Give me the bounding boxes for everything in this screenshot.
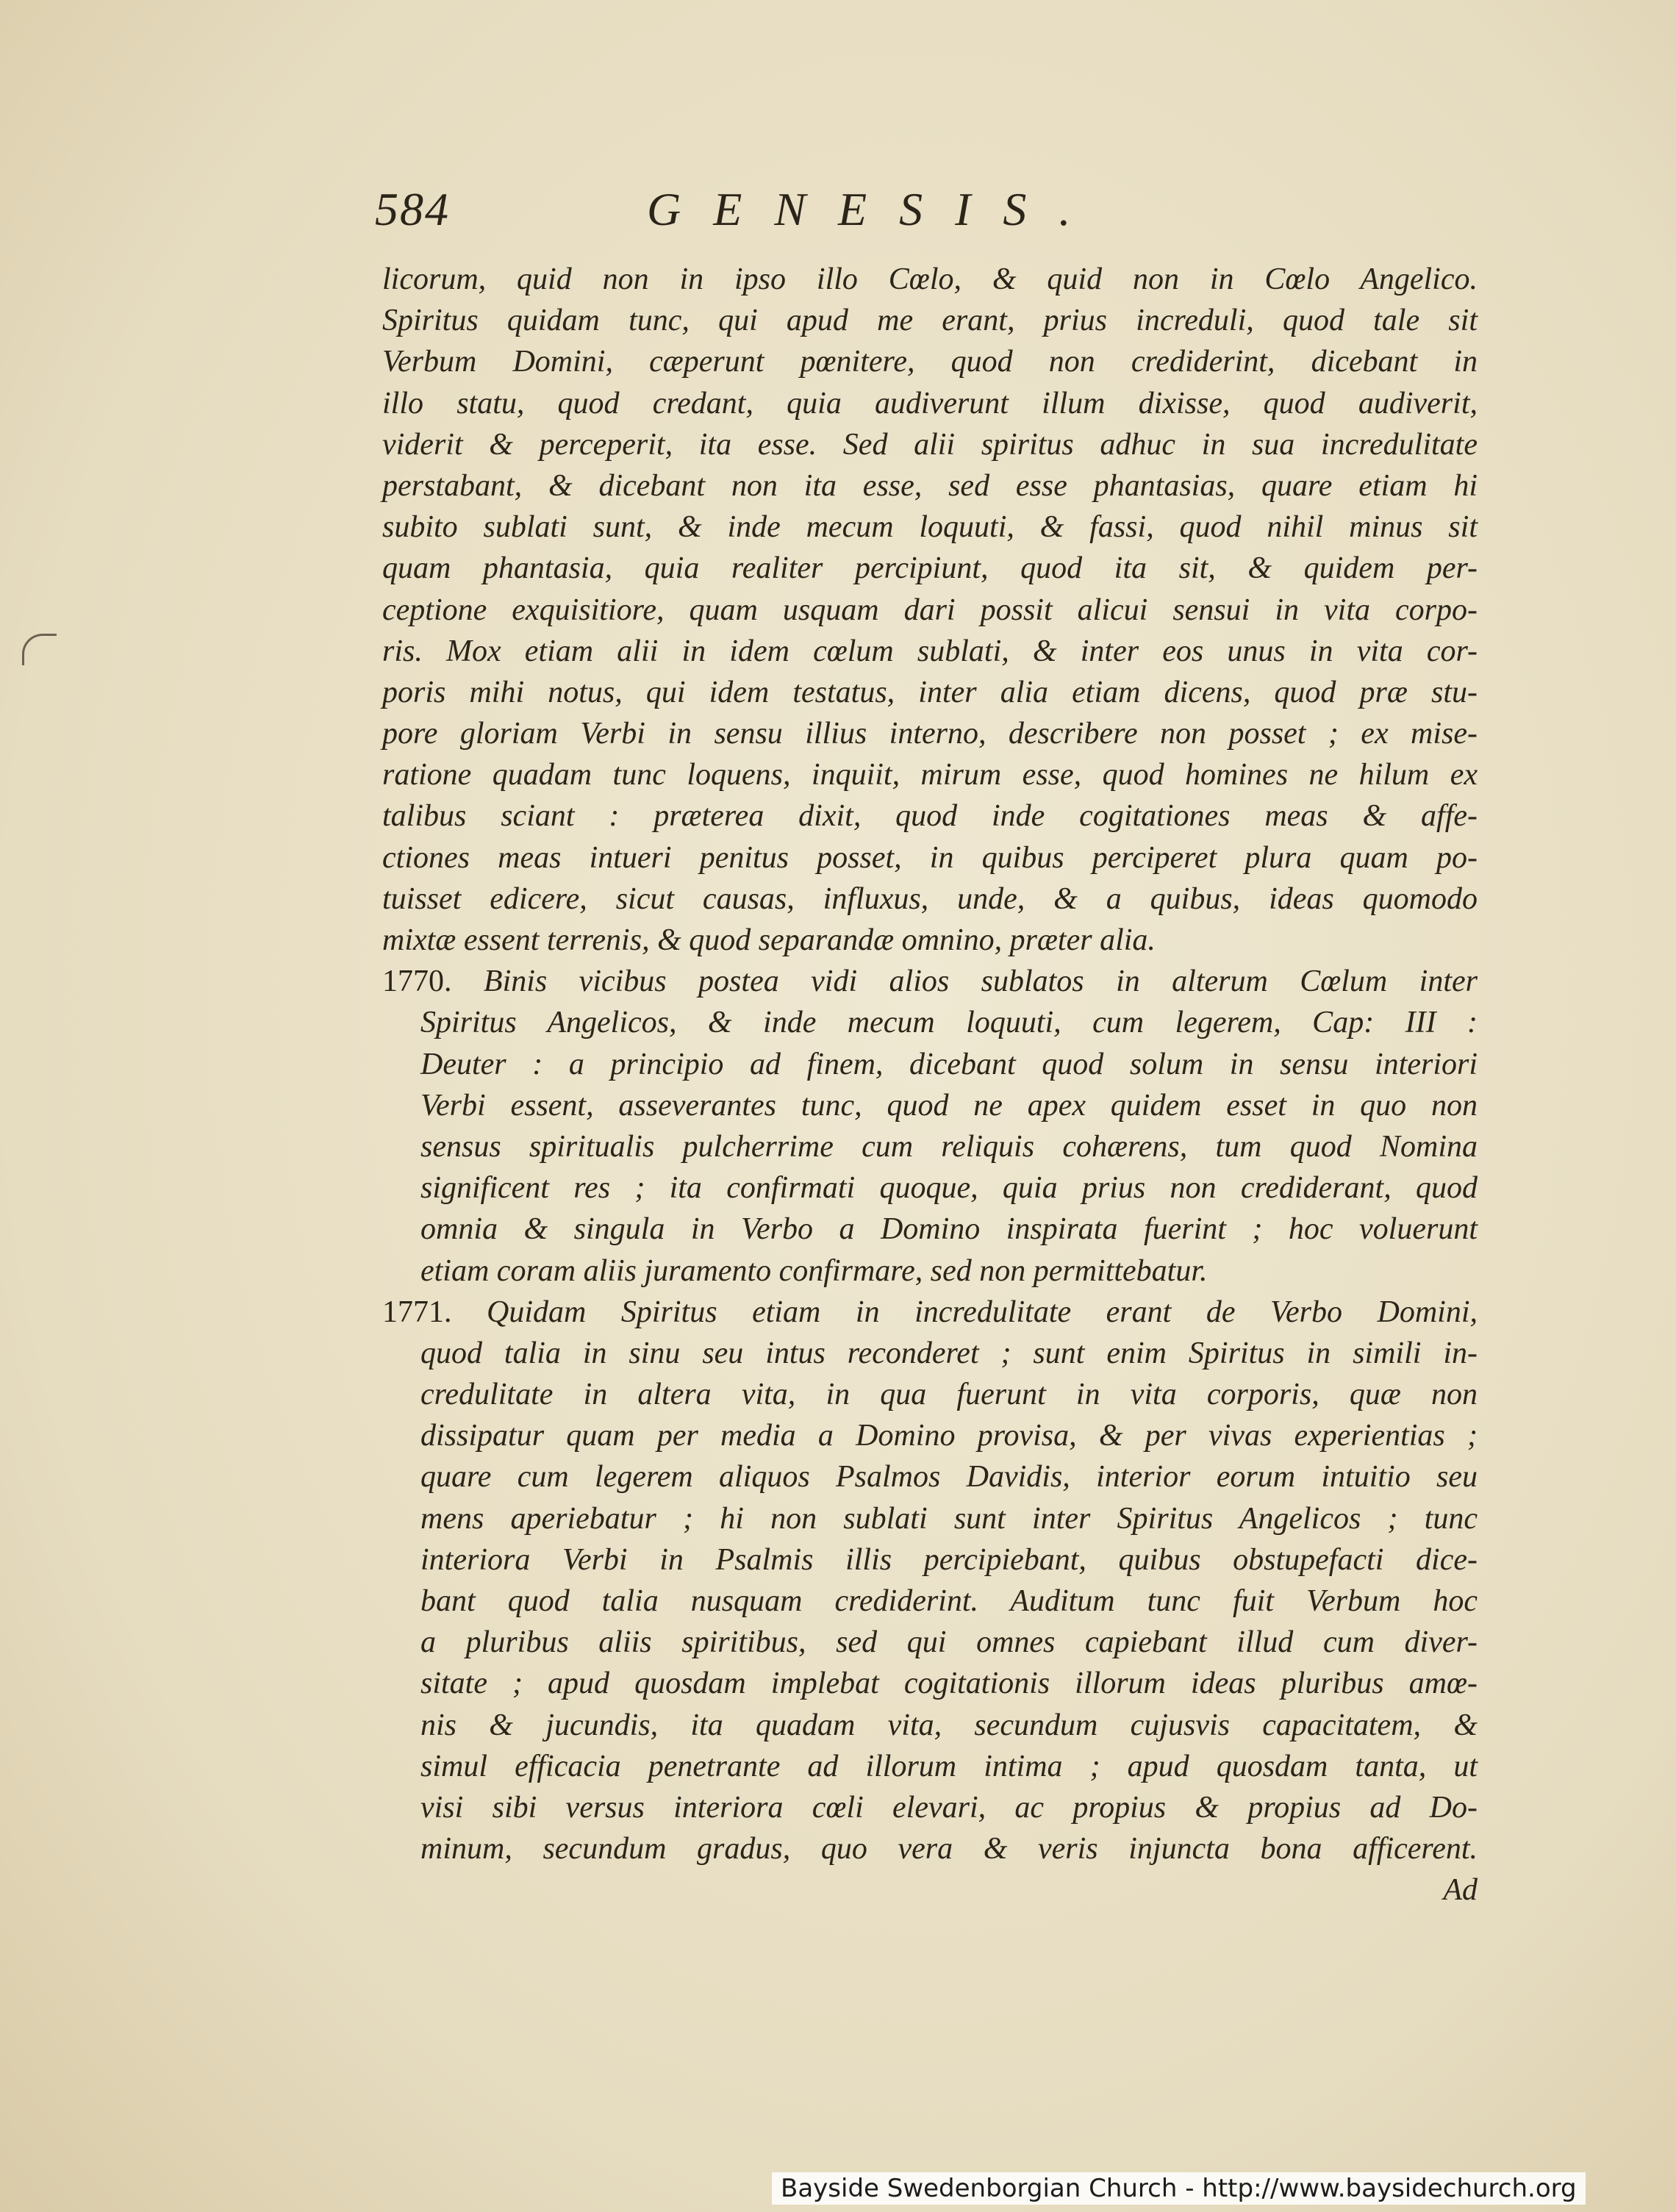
line-text: visi sibi versus interiora cœli elevari, ac propius & propius ad Do- [420,1790,1478,1825]
text-line [382,1746,1478,1787]
line-text: dissipatur quam per media a Domino provisa, & per vivas experientias ; [420,1419,1478,1453]
text-line [382,383,1478,424]
text-line [382,1085,1478,1126]
line-text: a pluribus aliis spiritibus, sed qui omnes capiebant illud cum diver- [420,1625,1478,1660]
text-line [382,1126,1478,1167]
text-line [382,961,1478,1002]
text-line [382,424,1478,465]
text-line [382,837,1478,878]
paragraph-number: 1771. [382,1295,452,1329]
text-line [382,1292,1478,1333]
line-text: interiora Verbi in Psalmis illis percipiebant, quibus obstupefacti dice- [420,1542,1478,1577]
line-text: ctiones meas intueri penitus posset, in quibus perciperet plura quam po- [382,840,1478,875]
line-text: credulitate in altera vita, in qua fuerunt in vita corporis, quæ non [420,1378,1478,1412]
line-text: talibus sciant : præterea dixit, quod inde cogitationes meas & affe- [382,799,1478,834]
text-line [382,1622,1478,1663]
line-text: Verbum Domini, cæperunt pœnitere, quod non crediderint, dicebant in [382,345,1478,379]
line-text: Spiritus quidam tunc, qui apud me erant, prius increduli, quod tale sit [382,304,1478,338]
line-text: simul efficacia penetrante ad illorum intima ; apud quosdam tanta, ut [420,1749,1478,1783]
line-text: Quidam Spiritus etiam in incredulitate erant de Verbo Domini, [451,1295,1478,1329]
line-text: ratione quadam tunc loquens, inquiit, mirum esse, quod homines ne hilum ex [382,758,1478,792]
text-line [382,1828,1478,1869]
line-text: mixtæ essent terrenis, & quod separandæ omnino, præter alia. [382,923,1156,957]
text-line [382,795,1478,837]
line-text: significent res ; ita confirmati quoque, quia prius non crediderant, quod [420,1171,1478,1206]
line-text: tuisset edicere, sicut causas, influxus, unde, & a quibus, ideas quomodo [382,881,1478,916]
text-line [382,300,1478,341]
text-line [382,259,1478,300]
text-line [382,1167,1478,1209]
paragraph-number: 1770. [382,964,452,999]
page-header [375,182,1478,241]
line-text: subito sublati sunt, & inde mecum loquuti, & fassi, quod nihil minus sit [382,510,1478,545]
line-text: perstabant, & dicebant non ita esse, sed esse phantasias, quare etiam hi [382,468,1478,503]
line-text: licorum, quid non in ipso illo Cœlo, & quid non in Cœlo Angelico. [382,262,1478,296]
body-text [382,259,1478,1911]
text-line [382,1498,1478,1539]
text-line [382,631,1478,672]
line-text: omnia & singula in Verbo a Domino inspirata fuerint ; hoc voluerunt [420,1212,1478,1247]
text-line [382,1456,1478,1497]
text-line [382,713,1478,754]
text-line [382,1539,1478,1581]
text-line [382,1581,1478,1622]
text-line [382,672,1478,713]
line-text: quam phantasia, quia realiter percipiunt, quod ita sit, & quidem per- [382,551,1478,586]
line-text: Verbi essent, asseverantes tunc, quod ne apex quidem esset in quo non [420,1088,1478,1123]
catchword: Ad [1443,1873,1478,1908]
line-text: ris. Mox etiam alii in idem cœlum sublati, & inter eos unus in vita cor- [382,634,1478,668]
margin-mark [22,634,57,665]
line-text: quod talia in sinu seu intus reconderet ; sunt enim Spiritus in simili in- [420,1336,1478,1370]
text-line [382,1374,1478,1415]
text-line [382,1415,1478,1456]
line-text: Deuter : a principio ad finem, dicebant quod solum in sensu interiori [420,1047,1478,1081]
text-line [382,754,1478,795]
line-text: sitate ; apud quosdam implebat cogitationis illorum ideas pluribus amœ- [420,1667,1478,1701]
line-text: sensus spiritualis pulcherrime cum reliquis cohærens, tum quod Nomina [420,1129,1478,1164]
text-line [382,1002,1478,1043]
text-line [382,465,1478,507]
text-line [382,1250,1478,1292]
text-line [382,1663,1478,1704]
line-text: mens aperiebatur ; hi non sublati sunt inter Spiritus Angelicos ; tunc [420,1501,1478,1536]
watermark: Bayside Swedenborgian Church - http://www.baysidechurch.org [772,2172,1586,2205]
line-text: Binis vicibus postea vidi alios sublatos in alterum Cœlum inter [451,964,1478,999]
line-text: poris mihi notus, qui idem testatus, inter alia etiam dicens, quod præ stu- [382,675,1478,709]
text-line [382,1705,1478,1746]
running-title: GENESIS. [647,183,1103,235]
line-text: illo statu, quod credant, quia audiverunt illum dixisse, quod audiverit, [382,386,1478,420]
page-number: 584 [375,183,450,235]
text-line [382,341,1478,382]
line-text: quare cum legerem aliquos Psalmos Davidis, interior eorum intuitio seu [420,1460,1478,1495]
line-text: bant quod talia nusquam crediderint. Auditum tunc fuit Verbum hoc [420,1584,1478,1618]
line-text: ceptione exquisitiore, quam usquam dari possit alicui sensui in vita corpo- [382,593,1478,627]
line-text: minum, secundum gradus, quo vera & veris injuncta bona afficerent. [420,1832,1478,1866]
line-text: viderit & perceperit, ita esse. Sed alii spiritus adhuc in sua incredulitate [382,427,1478,462]
text-line [382,590,1478,631]
text-line [382,548,1478,589]
text-line [382,1044,1478,1085]
line-text: Spiritus Angelicos, & inde mecum loquuti, cum legerem, Cap: III : [420,1006,1478,1040]
text-line [382,1209,1478,1250]
line-text: nis & jucundis, ita quadam vita, secundum cujusvis capacitatem, & [420,1708,1478,1742]
line-text: pore gloriam Verbi in sensu illius interno, describere non posset ; ex mise- [382,717,1478,751]
text-line [382,507,1478,548]
text-line [382,1333,1478,1374]
text-line [382,878,1478,920]
line-text: etiam coram aliis juramento confirmare, sed non permittebatur. [420,1253,1208,1288]
text-line [382,920,1478,961]
text-line [382,1787,1478,1828]
